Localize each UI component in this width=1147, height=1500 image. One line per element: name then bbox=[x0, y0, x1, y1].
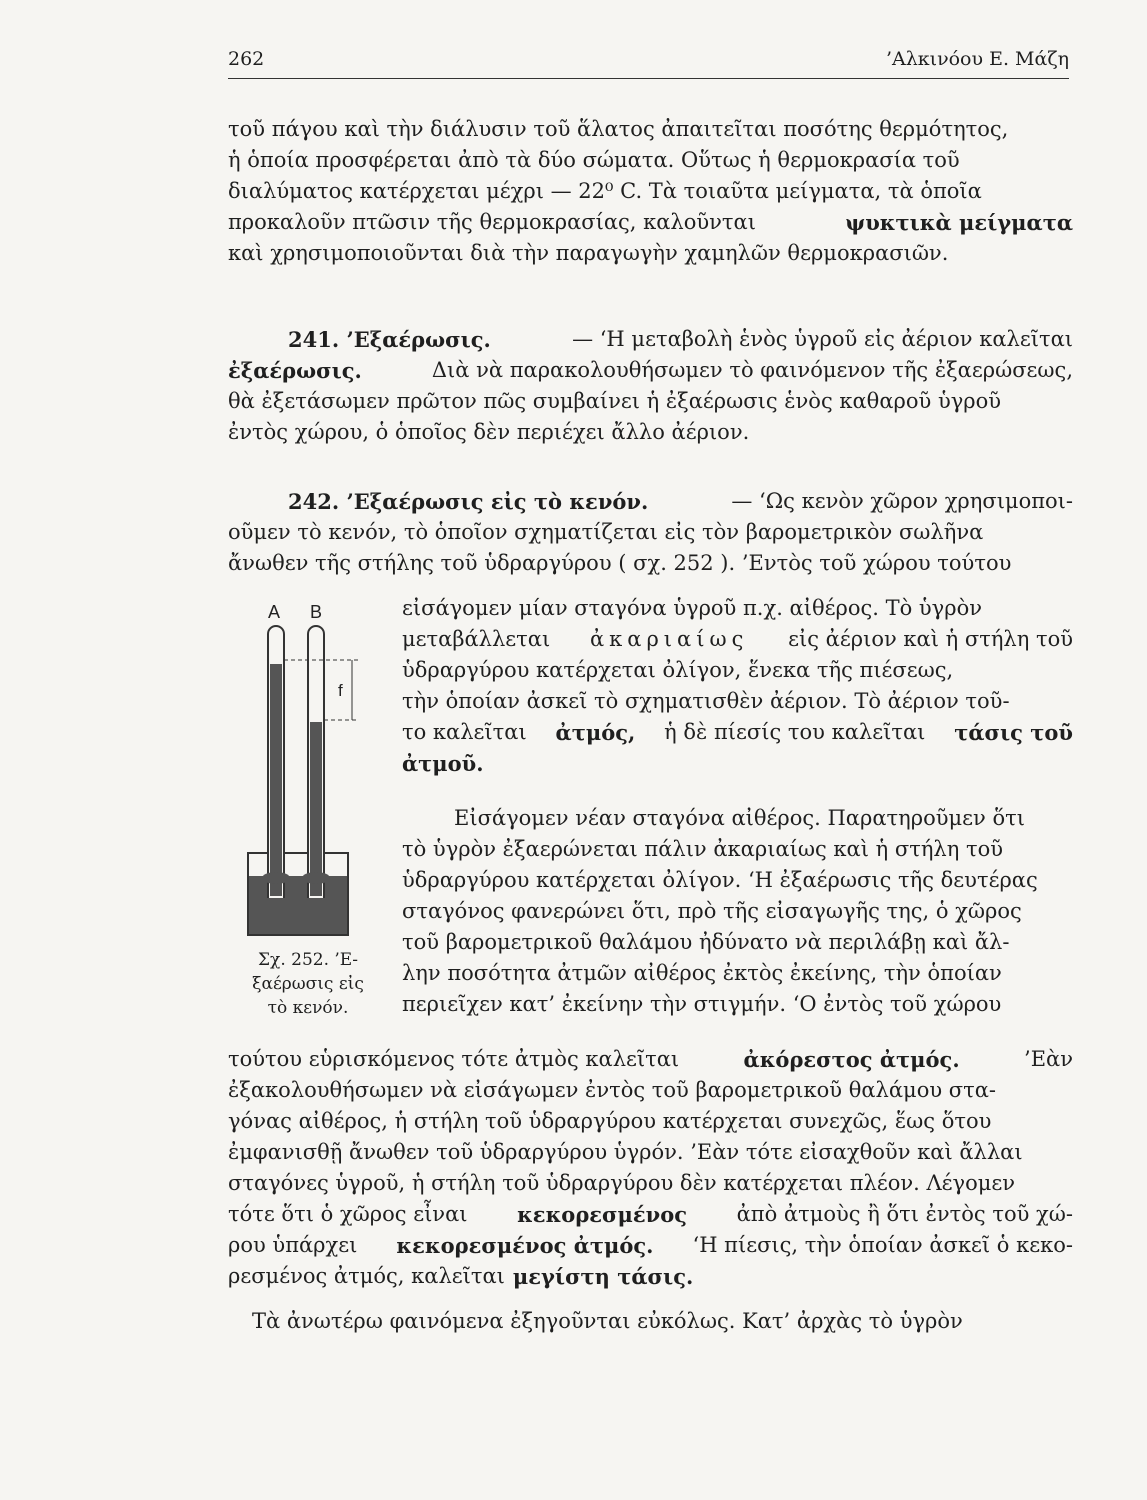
text-line: το καλεῖται ἀτμός, ἡ δὲ πίεσίς του καλεῖται τάσις τοῦ bbox=[402, 717, 1073, 748]
tube-b-label: B bbox=[310, 602, 323, 622]
section-242-p2 bbox=[402, 803, 1073, 1020]
term-evaporation: ἐξαέρωσις. bbox=[228, 358, 362, 383]
term-saturated: κεκορεσμένος bbox=[517, 1202, 688, 1227]
text-line: σταγόνος φανερώνει ὅτι, πρὸ τῆς εἰσαγωγῆς της, ὁ χῶρος bbox=[402, 899, 1022, 923]
tube-a-label: A bbox=[268, 602, 281, 622]
text-line: τοῦ πάγου καὶ τὴν διάλυσιν τοῦ ἅλατος ἀπαιτεῖται ποσότης θερμότητος, bbox=[228, 117, 1009, 141]
text-line: γόνας αἰθέρος, ἡ στήλη τοῦ ὑδραργύρου κατέρχεται συνεχῶς, ἕως ὅτου bbox=[228, 1109, 992, 1133]
running-title: ’Αλκινόου Ε. Μάζη bbox=[885, 48, 1069, 70]
term-unsaturated-vapor: ἀκόρεστος ἀτμός. bbox=[743, 1047, 960, 1072]
text-line: ἐξαέρωσις. Διὰ νὰ παρακολουθήσωμεν τὸ φαινόμενον τῆς ἐξαερώσεως, bbox=[228, 355, 1073, 386]
term-vapor-pressure: τάσις τοῦ bbox=[954, 720, 1073, 745]
text-line: περιεῖχεν κατ’ ἐκείνην τὴν στιγμήν. ‘Ο ἐντὸς τοῦ χώρου bbox=[402, 992, 1002, 1016]
figure-caption: Σχ. 252. ’Ε- ξαέρωσις εἰς τὸ κενόν. bbox=[252, 950, 364, 1018]
term-cooling-mixtures: ψυκτικὰ μείγματα bbox=[845, 210, 1073, 235]
text-line: Εἰσάγομεν νέαν σταγόνα αἰθέρος. Παρατηροῦμεν ὅτι bbox=[454, 806, 1025, 830]
text-line: ἐξακολουθήσωμεν νὰ εἰσάγωμεν ἐντὸς τοῦ βαρομετρικοῦ θαλάμου στα- bbox=[228, 1078, 997, 1102]
text-line: τὴν ὁποίαν ἀσκεῖ τὸ σχηματισθὲν ἀέριον. Τὸ ἀέριον τοῦ- bbox=[402, 689, 1010, 713]
text-line: 242. ’Εξαέρωσις εἰς τὸ κενόν. — ‘Ως κενὸν χῶρον χρησιμοποι- bbox=[228, 486, 1073, 517]
text-line: τούτου εὑρισκόμενος τότε ἀτμὸς καλεῖται ἀκόρεστος ἀτμός. ’Εὰν bbox=[228, 1044, 1073, 1075]
text-line: μεταβάλλεται ἀκαριαίως εἰς ἀέριον καὶ ἡ στήλη τοῦ bbox=[402, 624, 1073, 655]
section-heading-242: 242. ’Εξαέρωσις εἰς τὸ κενόν. bbox=[288, 489, 649, 514]
tube-a-mercury-column bbox=[270, 664, 282, 896]
text-line: ρεσμένος ἀτμός, καλεῖται μεγίστη τάσις. bbox=[228, 1261, 1073, 1292]
text-line: ἐντὸς χώρου, ὁ ὁποῖος δὲν περιέχει ἄλλο ἀέριον. bbox=[228, 420, 750, 444]
term-vapor: ἀτμός, bbox=[555, 720, 636, 745]
text-line: ἀτμοῦ. bbox=[402, 751, 484, 776]
text-line: τοῦ βαρομετρικοῦ θαλάμου ἠδύνατο νὰ περιλάβῃ καὶ ἄλ- bbox=[402, 930, 1010, 954]
term-instantly: ἀκαριαίως bbox=[589, 627, 749, 651]
tube-b-mercury-column bbox=[310, 722, 322, 896]
section-241 bbox=[228, 324, 1073, 448]
section-242-continued bbox=[228, 1044, 1073, 1337]
text-line: ὑδραργύρου κατέρχεται ὀλίγον, ἕνεκα τῆς πιέσεως, bbox=[402, 658, 954, 682]
text-line: οῦμεν τὸ κενόν, τὸ ὁποῖον σχηματίζεται εἰς τὸν βαρομετρικὸν σωλῆνα bbox=[228, 520, 984, 544]
term-saturated-vapor: κεκορεσμένος ἀτμός. bbox=[396, 1233, 654, 1258]
text-line: ἐμφανισθῇ ἄνωθεν τοῦ ὑδραργύρου ὑγρόν. ’Εὰν τότε εἰσαχθοῦν καὶ ἄλλαι bbox=[228, 1140, 1023, 1164]
text-line: ἄνωθεν τῆς στήλης τοῦ ὑδραργύρου ( σχ. 252 ). ’Εντὸς τοῦ χώρου τούτου bbox=[228, 551, 1012, 575]
pressure-difference-label: f bbox=[338, 681, 343, 700]
text-line: εἰσάγομεν μίαν σταγόνα ὑγροῦ π.χ. αἰθέρος. Τὸ ὑγρὸν bbox=[402, 596, 982, 620]
trough-mercury bbox=[249, 876, 347, 934]
text-line: τότε ὅτι ὁ χῶρος εἶναι κεκορεσμένος ἀπὸ ἀτμοὺς ἢ ὅτι ἐντὸς τοῦ χώ- bbox=[228, 1199, 1073, 1230]
text-line: διαλύματος κατέρχεται μέχρι — 22⁰ C. Τὰ τοιαῦτα μείγματα, τὰ ὁποῖα bbox=[228, 179, 982, 203]
text-line: τὸ ὑγρὸν ἐξαερώνεται πάλιν ἀκαριαίως καὶ ἡ στήλη τοῦ bbox=[402, 837, 1004, 861]
text-line: Τὰ ἀνωτέρω φαινόμενα ἐξηγοῦνται εὐκόλως. Κατ’ ἀρχὰς τὸ ὑγρὸν bbox=[252, 1309, 963, 1333]
text-line: θὰ ἐξετάσωμεν πρῶτον πῶς συμβαίνει ἡ ἐξαέρωσις ἑνὸς καθαροῦ ὑγροῦ bbox=[228, 389, 1002, 413]
text-line: λην ποσότητα ἀτμῶν αἰθέρος ἐκτὸς ἐκείνης, τὴν ὁποίαν bbox=[402, 961, 1002, 985]
text-line: ρου ὑπάρχει κεκορεσμένος ἀτμός. ‘Η πίεσις, τὴν ὁποίαν ἀσκεῖ ὁ κεκο- bbox=[228, 1230, 1073, 1261]
page-header bbox=[228, 40, 1069, 79]
text-line: ἡ ὁποία προσφέρεται ἀπὸ τὰ δύο σώματα. Οὕτως ἡ θερμοκρασία τοῦ bbox=[228, 148, 960, 172]
section-242-intro bbox=[228, 486, 1073, 579]
text-line: προκαλοῦν πτῶσιν τῆς θερμοκρασίας, καλοῦνται ψυκτικὰ μείγματα bbox=[228, 207, 1073, 238]
barometer-tubes-figure bbox=[240, 598, 380, 943]
text-line: καὶ χρησιμοποιοῦνται διὰ τὴν παραγωγὴν χαμηλῶν θερμοκρασιῶν. bbox=[228, 241, 949, 265]
term-maximum-pressure: μεγίστη τάσις. bbox=[512, 1264, 694, 1289]
text-line: 241. ’Εξαέρωσις. — ‘Η μεταβολὴ ἑνὸς ὑγροῦ εἰς ἀέριον καλεῖται bbox=[228, 324, 1073, 355]
section-242-wrap bbox=[402, 593, 1073, 779]
paragraph-cooling-mixtures bbox=[228, 114, 1073, 269]
text-line: ὑδραργύρου κατέρχεται ὀλίγον. ‘Η ἐξαέρωσις τῆς δευτέρας bbox=[402, 868, 1038, 892]
section-heading-241: 241. ’Εξαέρωσις. bbox=[288, 327, 491, 352]
text-line: σταγόνες ὑγροῦ, ἡ στήλη τοῦ ὑδραργύρου δὲν κατέρχεται πλέον. Λέγομεν bbox=[228, 1171, 1016, 1195]
page-number: 262 bbox=[228, 48, 265, 70]
